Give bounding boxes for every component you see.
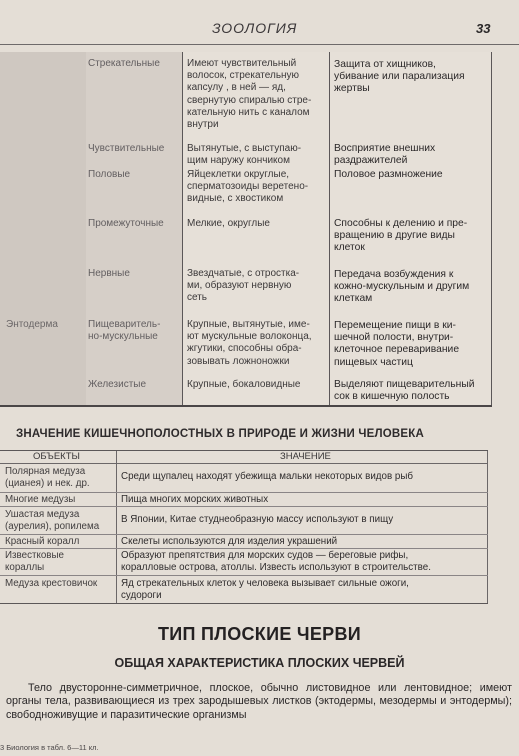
column-header-objects: ОБЪЕКТЫ — [33, 451, 80, 462]
cell-function: Восприятие внешних раздражителей — [334, 143, 436, 167]
table-right-border — [487, 451, 488, 603]
object-name: Ушастая медуза (аурелия), ропилема — [5, 509, 100, 532]
cell-layer: Энтодерма — [6, 319, 58, 330]
object-value: В Японии, Китае студнеобразную массу используют в пищу — [121, 514, 394, 525]
cell-function: Способны к делению и пре- вращению в другие виды клеток — [334, 218, 468, 254]
column-divider — [116, 451, 117, 603]
row-divider — [0, 534, 488, 535]
section-title: ЗНАЧЕНИЕ КИШЕЧНОПОЛОСТНЫХ В ПРИРОДЕ И ЖИЗНИ ЧЕЛОВЕКА — [16, 428, 425, 440]
chapter-title: ТИП ПЛОСКИЕ ЧЕРВИ — [157, 624, 362, 644]
chapter-subtitle: ОБЩАЯ ХАРАКТЕРИСТИКА ПЛОСКИХ ЧЕРВЕЙ — [114, 656, 405, 670]
page-footer: 3 Биология в табл. 6—11 кл. — [0, 743, 99, 752]
cell-structure: Яйцеклетки округлые, сперматозоиды веретено- видные, с хвостиком — [187, 169, 309, 205]
significance-table — [0, 450, 488, 604]
cell-structure: Крупные, бокаловидные — [187, 379, 301, 390]
object-value: Среди щупалец находят убежища мальки некоторых видов рыб — [121, 471, 413, 482]
cell-structure: Имеют чувствительный волосок, стрекательную капсулу , в ней — яд, свернутую спиралью стре- кательную нить с каналом внутри — [187, 58, 312, 131]
cell-function: Передача возбуждения к кожно-мускульным и другим клеткам — [334, 269, 470, 305]
cell-type: Чувствительные — [88, 143, 165, 154]
cell-structure: Звездчатые, с отростка- ми, образуют нервную сеть — [187, 268, 300, 304]
object-name: Полярная медуза (цианея) и нек. др. — [5, 466, 90, 489]
cell-type: Железистые — [88, 379, 147, 390]
table-bottom-rule — [0, 405, 492, 407]
row-divider — [0, 506, 488, 507]
cell-type: Стрекательные — [88, 58, 160, 69]
column-divider — [329, 52, 330, 407]
cell-type: Пищеваритель- но-мускульные — [88, 319, 161, 343]
running-header — [0, 18, 519, 45]
cell-type: Нервные — [88, 268, 130, 279]
table-header-row — [0, 451, 488, 464]
cell-function: Половое размножение — [334, 169, 443, 180]
object-name: Медуза крестовичок — [5, 578, 98, 589]
column-divider — [491, 52, 492, 407]
column-divider — [182, 52, 183, 407]
column-header-value: ЗНАЧЕНИЕ — [280, 451, 331, 462]
header-title: ЗООЛОГИЯ — [212, 20, 298, 36]
object-value: Пища многих морских животных — [121, 494, 269, 505]
object-name: Многие медузы — [5, 494, 76, 505]
object-value: Яд стрекательных клеток у человека вызывает сильные ожоги, судороги — [121, 578, 409, 601]
object-value: Образуют препятствия для морских судов — береговые рифы, коралловые острова, атоллы. Известь используют в строительстве. — [121, 550, 431, 573]
body-paragraph: Тело двусторонне-симметричное, плоское, обычно листовидное или лентовидное; имеют органы тела, развивающиеся из трех зародышевых листков (эктодермы, мезодермы и энтодермы); свободноживущие и паразитические организмы — [6, 682, 512, 721]
object-value: Скелеты используются для изделия украшений — [121, 536, 338, 547]
row-divider — [0, 548, 488, 549]
page-number: 33 — [476, 21, 491, 36]
cell-type: Промежуточные — [88, 218, 164, 229]
cell-types-table — [0, 52, 492, 407]
object-name: Красный коралл — [5, 536, 80, 547]
cell-type: Половые — [88, 169, 131, 180]
cell-structure: Вытянутые, с выступаю- щим наружу кончиком — [187, 143, 302, 167]
object-name: Известковые кораллы — [5, 550, 65, 573]
cell-function: Выделяют пищеварительный сок в кишечную полость — [334, 379, 475, 403]
cell-function: Защита от хищников, убивание или парализация жертвы — [334, 59, 465, 95]
cell-function: Перемещение пищи в ки- шечной полости, внутри- клеточное переваривание пищевых частиц — [334, 320, 460, 368]
cell-structure: Мелкие, округлые — [187, 218, 270, 229]
row-divider — [0, 492, 488, 493]
layer-column-shade — [0, 52, 86, 407]
cell-structure: Крупные, вытянутые, име- ют мускульные волоконца, жгутики, способны обра- зовывать ложноножки — [187, 319, 312, 367]
row-divider — [0, 575, 488, 576]
